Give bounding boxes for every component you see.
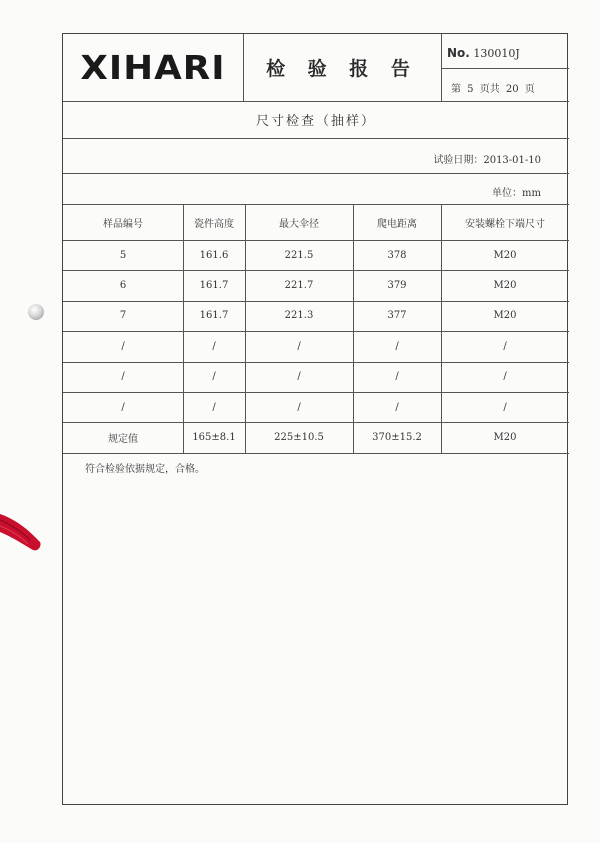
table-cell: / [395,371,399,383]
table-cell: / [212,401,216,413]
conclusion-text: 符合检验依据规定，合格。 [85,464,205,475]
report-number-label: No. [447,46,470,60]
table-cell: / [297,371,301,383]
table-cell: M20 [493,310,517,322]
table-cell: / [297,401,301,413]
table-cell: / [395,401,399,413]
table-cell: 6 [119,280,127,292]
report-number [447,46,520,60]
company-logo: XIHARI [80,47,226,87]
table-cell: / [212,371,216,383]
table-cell: 221.3 [284,310,314,322]
table-cell: 161.6 [199,249,229,261]
report-frame [62,33,568,805]
table-cell: 221.7 [284,280,314,292]
table-cell: 377 [387,310,407,322]
table-cell: 379 [387,280,407,292]
report-title: 检 验 报 告 [266,57,418,80]
table-cell: 7 [119,310,127,322]
table-cell: M20 [493,280,517,292]
table-cell: / [395,340,399,352]
spec-cell: 165±8.1 [192,432,236,444]
table-header-cell: 爬电距离 [377,218,417,230]
table-cell: / [212,340,216,352]
table-cell: / [503,401,507,413]
page-info: 第 5 页共 20 页 [451,84,535,95]
section-title: 尺寸检查（抽样） [255,114,376,129]
table-cell: M20 [493,249,517,261]
table-cell: 161.7 [199,280,229,292]
table-cell: 378 [387,249,407,261]
table-cell: 5 [119,249,127,261]
unit-label: 单位：mm [492,188,541,199]
spec-cell: M20 [493,432,517,444]
table-cell: / [121,371,125,383]
spec-cell: 370±15.2 [372,432,422,444]
table-cell: 221.5 [284,249,314,261]
table-header-cell: 样品编号 [103,218,143,230]
table-header-cell: 最大伞径 [279,218,319,230]
spec-cell: 225±10.5 [274,432,324,444]
table-header-cell: 安装螺栓下端尺寸 [465,218,545,230]
binding-hole [28,304,44,320]
table-cell: 161.7 [199,310,229,322]
table-cell: / [503,371,507,383]
table-cell: / [121,401,125,413]
test-date: 试验日期：2013-01-10 [433,155,541,166]
binding-ribbon [0,508,44,554]
table-header-cell: 瓷件高度 [194,218,234,230]
spec-cell: 规定值 [108,434,138,446]
report-number-value: 130010J [473,47,520,60]
table-cell: / [297,340,301,352]
table-cell: / [121,340,125,352]
table-cell: / [503,340,507,352]
